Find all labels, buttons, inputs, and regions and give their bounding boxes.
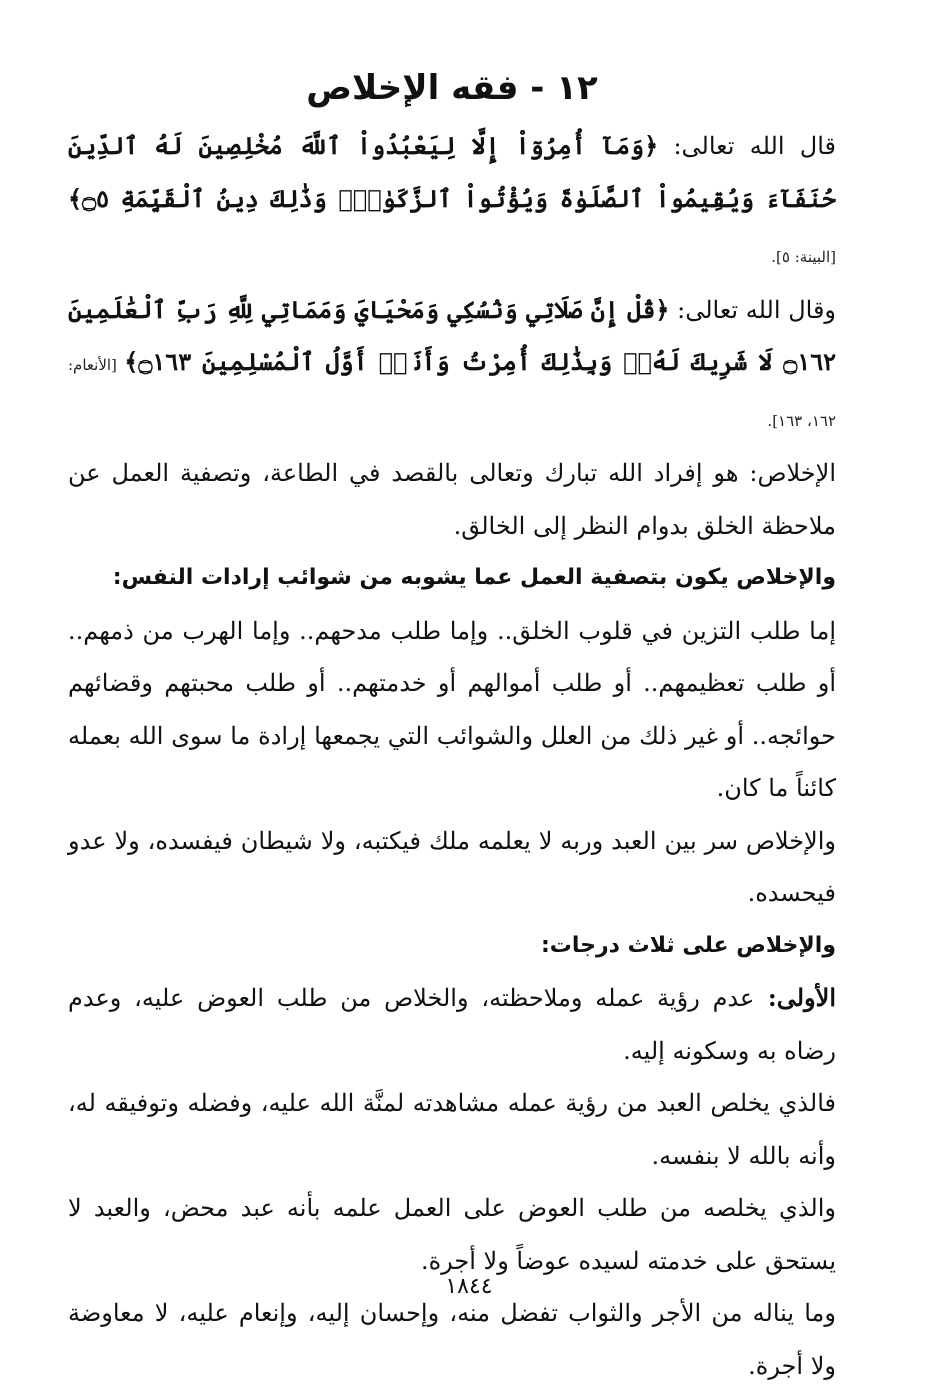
degree-text: عدم رؤية عمله وملاحظته، والخلاص من طلب العوض عليه، وعدم رضاه به وسكونه إليه. xyxy=(68,984,836,1065)
page-title: ١٢ - فقه الإخلاص xyxy=(306,68,598,108)
page-content xyxy=(68,62,837,1380)
verse-intro: وقال الله تعالى: xyxy=(669,295,837,324)
quran-verse: ﴿وَمَآ أُمِرُوٓاْ إِلَّا لِيَعْبُدُواْ ٱللَّهَ مُخْلِصِينَ لَهُ ٱلدِّينَ حُنَفَآءَ وَيُقِيمُواْ ٱلصَّلَوٰةَ وَيُؤْتُواْ ٱلزَّكَوٰةَۚ وَذَٰلِكَ دِينُ ٱلْقَيِّمَةِ ۝٥﴾ xyxy=(68,131,836,213)
section-heading: والإخلاص يكون بتصفية العمل عما يشوبه من شوائب إرادات النفس: xyxy=(112,565,836,590)
paragraph-verse-2 xyxy=(68,284,836,448)
paragraph-definition: الإخلاص: هو إفراد الله تبارك وتعالى بالقصد في الطاعة، وتصفية العمل عن ملاحظة الخلق بدوام النظر إلى الخالق. xyxy=(68,459,836,540)
page-number: ١٨٤٤ xyxy=(445,1274,493,1299)
paragraph-body: فالذي يخلص العبد من رؤية عمله مشاهدته لمنَّة الله عليه، وفضله وتوفيقه له، وأنه بالله لا بنفسه. xyxy=(68,1089,836,1170)
paragraph-body: وما يناله من الأجر والثواب تفضل منه، وإحسان إليه، وإنعام عليه، لا معاوضة ولا أجرة. xyxy=(68,1299,836,1380)
verse-reference: [البينة: ٥]. xyxy=(771,248,836,266)
paragraph-body: والذي يخلصه من طلب العوض على العمل علمه بأنه عبد محض، والعبد لا يستحق على خدمته لسيده عوضاً ولا أجرة. xyxy=(68,1194,836,1275)
quran-verse: ﴿قُلْ إِنَّ صَلَاتِي وَنُسُكِي وَمَحْيَايَ وَمَمَاتِي لِلَّهِ رَبِّ ٱلْعَٰلَمِينَ ۝١٦٢ لَا شَرِيكَ لَهُۥۖ وَبِذَٰلِكَ أُمِرْتُ وَأَنَا۠ أَوَّلُ ٱلْمُسْلِمِينَ ۝١٦٣﴾ xyxy=(68,294,837,376)
degree-label: الأولى: xyxy=(754,983,836,1012)
paragraph-secret: والإخلاص سر بين العبد وربه لا يعلمه ملك فيكتبه، ولا شيطان فيفسده، ولا عدو فيحسده. xyxy=(68,826,836,907)
paragraph-first-degree xyxy=(68,972,836,1077)
paragraph-verse-1 xyxy=(68,120,836,284)
verse-reference: [الأنعام: ١٦٢، ١٦٣]. xyxy=(68,356,836,430)
verse-intro: قال الله تعالى: xyxy=(658,132,836,160)
section-heading-degrees: والإخلاص على ثلاث درجات: xyxy=(540,932,836,958)
paragraph-list: إما طلب التزين في قلوب الخلق.. وإما طلب مدحهم.. وإما الهرب من ذمهم.. أو طلب تعظيمهم.. أو طلب أموالهم أو خدمتهم.. أو طلب محبتهم وقضائهم حوائجه.. أو غير ذلك من العلل والشوائب التي يجمعها إرادة ما سوى الله بعمله كائناً ما كان. xyxy=(68,616,836,802)
